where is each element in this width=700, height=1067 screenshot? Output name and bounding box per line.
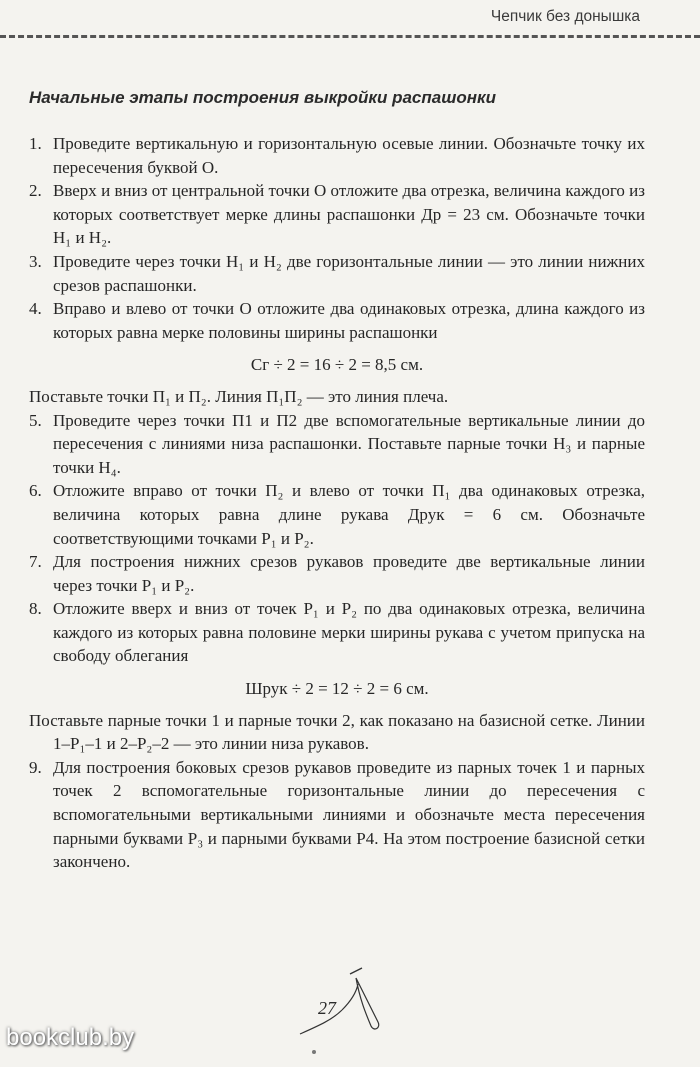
step-item	[29, 297, 645, 344]
step-continuation: Поставьте точки П₁ и П₂. Линия П₁П₂ — это линия плеча.	[29, 386, 449, 406]
needle-thread-icon	[298, 964, 388, 1044]
section-heading: Начальные этапы построения выкройки распашонки	[29, 88, 496, 107]
formula: Шрук ÷ 2 = 12 ÷ 2 = 6 см.	[245, 679, 429, 699]
running-header-title: Чепчик без донышка	[490, 8, 640, 25]
step-item	[29, 250, 645, 297]
step-item	[29, 179, 645, 250]
step-continuation: Поставьте парные точки 1 и парные точки 2, как показано на базисной сетке. Линии 1–Р₁–1 и 2–Р₂–2 — это линии низа рукавов.	[29, 710, 645, 754]
step-text: Проведите вертикальную и горизонтальную осевые линии. Обозначьте точку их пересечения буквой О.	[53, 134, 645, 177]
step-item	[29, 409, 645, 480]
step-item	[29, 756, 645, 874]
instructions-body	[29, 132, 645, 874]
page-number-ornament	[298, 964, 388, 1044]
step-number: 7.	[29, 552, 42, 572]
step-item	[29, 132, 645, 179]
step-text: Для построения боковых срезов рукавов проведите из парных точек 1 и парных точек 2 вспомогательные горизонтальные линии до пересечения с вспомогательными вертикальными линиями и обозначьте места пересечения парными буквами Р₃ и парными буквами Р4. На этом построение базисной сетки закончено.	[53, 757, 645, 872]
step-number: 6.	[29, 481, 42, 501]
header-dashed-rule	[0, 35, 700, 38]
step-text: Вправо и влево от точки О отложите два одинаковых отрезка, длина каждого из которых равна мерке половины ширины распашонки	[53, 299, 645, 342]
step-number: 9.	[29, 757, 42, 777]
watermark: bookclub.by	[6, 1024, 135, 1051]
formula: Сг ÷ 2 = 16 ÷ 2 = 8,5 см.	[250, 355, 424, 375]
step-number: 4.	[29, 299, 42, 319]
steps-list	[29, 132, 645, 344]
step-number: 1.	[29, 134, 42, 153]
page-number: 27	[318, 998, 336, 1018]
running-header	[0, 0, 700, 44]
step-number: 8.	[29, 599, 42, 619]
step-item	[29, 597, 645, 668]
step-number: 3.	[29, 251, 42, 271]
steps-list	[29, 409, 645, 669]
steps-list	[29, 756, 645, 874]
step-text: Проведите через точки Н₁ и Н₂ две горизонтальные линии — это линии нижних срезов распашонки.	[53, 251, 645, 295]
decorative-dot	[312, 1050, 316, 1054]
step-text: Проведите через точки П1 и П2 две вспомогательные вертикальные линии до пересечения с линиями низа распашонки. Поставьте парные точки Н₃ и парные точки Н₄.	[53, 410, 645, 477]
step-item	[29, 479, 645, 550]
step-text: Отложите вправо от точки П₂ и влево от точки П₁ два одинаковых отрезка, величина которых равна длине рукава Друк = 6 см. Обозначьте соответствующими точками Р₁ и Р₂.	[53, 481, 645, 548]
step-text: Для построения нижних срезов рукавов проведите две вертикальные линии через точки Р₁ и Р₂.	[53, 552, 645, 595]
step-number: 2.	[29, 181, 42, 201]
step-item	[29, 550, 645, 597]
step-text: Вверх и вниз от центральной точки О отложите два отрезка, величина каждого из которых соответствует мерке длины распашонки Др = 23 см. Обозначьте точки Н₁ и Н₂.	[53, 181, 645, 248]
step-text: Отложите вверх и вниз от точек Р₁ и Р₂ по два одинаковых отрезка, величина каждого из которых равна половине мерки ширины рукава с учетом припуска на свободу облегания	[53, 599, 645, 666]
step-number: 5.	[29, 410, 42, 430]
